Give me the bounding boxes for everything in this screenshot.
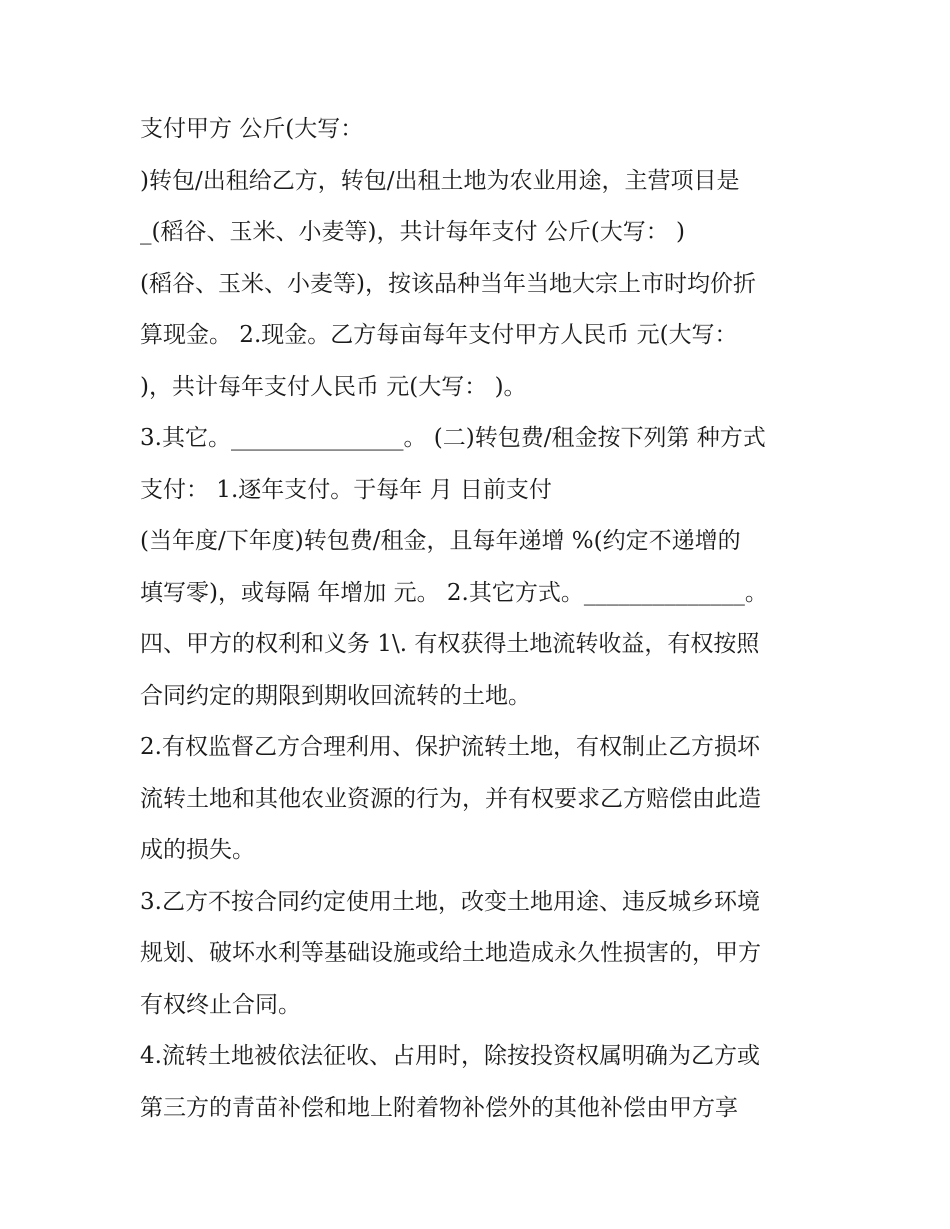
text-line: _(稻谷、玉米、小麦等)，共计每年支付 公斤(大写： ): [140, 219, 686, 245]
text-line: 2.有权监督乙方合理利用、保护流转土地，有权制止乙方损坏: [140, 734, 760, 760]
contract-text: [140, 104, 820, 1134]
text-line: 第三方的青苗补偿和地上附着物补偿外的其他补偿由甲方享: [140, 1094, 738, 1121]
text-line: 3.乙方不按合同约定使用土地，改变土地用途、违反城乡环境: [140, 888, 760, 915]
text-line: )，共计每年支付人民币 元(大写： )。: [140, 373, 527, 400]
text-line: 成的损失。: [140, 837, 255, 863]
text-line: (当年度/下年度)转包费/租金，且每年递增 %(约定不递增的: [140, 528, 741, 554]
text-line: 4.流转土地被依法征收、占用时，除按投资权属明确为乙方或: [140, 1043, 760, 1069]
text-line: 支付： 1.逐年支付。于每年 月 日前支付: [140, 476, 552, 503]
text-line: (稻谷、玉米、小麦等)，按该品种当年当地大宗上市时均价折: [140, 270, 756, 297]
text-line: )转包/出租给乙方，转包/出租土地为农业用途，主营项目是: [140, 167, 740, 194]
text-line: 支付甲方 公斤(大写：: [140, 116, 364, 142]
text-line: 3.其它。_______________。 (二)转包费/租金按下列第 种方式: [140, 425, 766, 451]
text-line: 四、甲方的权利和义务 1\. 有权获得土地流转收益，有权按照: [140, 631, 760, 657]
text-line: 流转土地和其他农业资源的行为，并有权要求乙方赔偿由此造: [140, 785, 761, 812]
text-line: 有权终止合同。: [140, 991, 301, 1018]
text-line: 规划、破坏水利等基础设施或给土地造成永久性损害的，甲方: [140, 940, 761, 966]
text-line: 算现金。 2.现金。乙方每亩每年支付甲方人民币 元(大写：: [140, 322, 738, 348]
text-line: 合同约定的期限到期收回流转的土地。: [140, 682, 531, 709]
text-line: 填写零)，或每隔 年增加 元。 2.其它方式。______________。: [140, 579, 768, 606]
